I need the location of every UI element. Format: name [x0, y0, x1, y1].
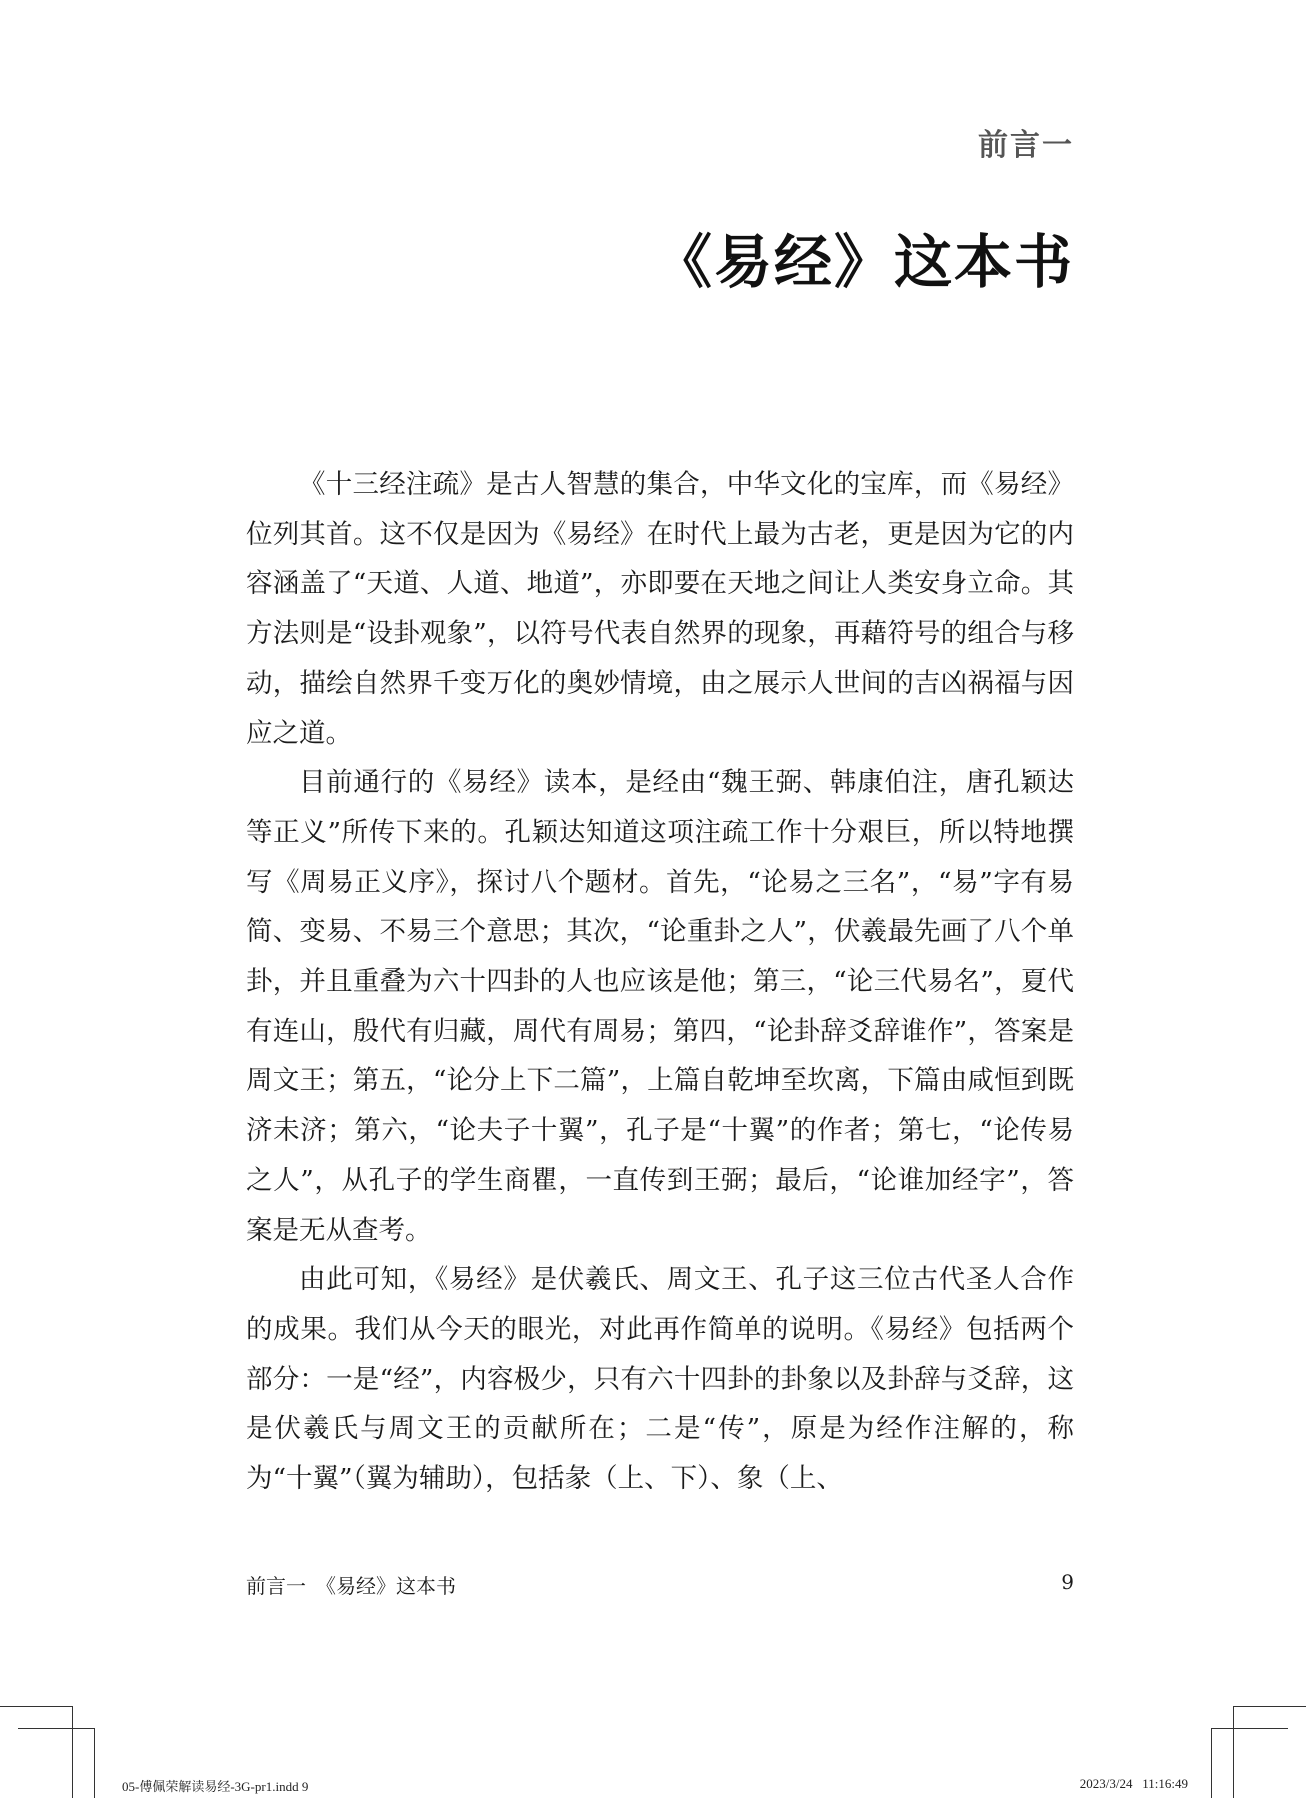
crop-mark-right-horizontal-inner	[1212, 1728, 1288, 1729]
paragraph-3: 由此可知，《易经》是伏羲氏、周文王、孔子这三位古代圣人合作的成果。我们从今天的眼光，对此再作简单的说明。《易经》包括两个部分：一是“经”，内容极少，只有六十四卦的卦象以及卦辞与爻辞，这是伏羲氏与周文王的贡献所在；二是“传”，原是为经作注解的，称为“十翼”（翼为辅助），包括彖（上、下）、象（上、	[246, 1264, 1074, 1495]
chapter-label: 前言一	[978, 128, 1074, 163]
body-text	[246, 460, 1074, 1504]
running-head: 前言一 《易经》这本书	[246, 1574, 456, 1598]
crop-mark-left-horizontal	[0, 1706, 72, 1707]
crop-mark-left-vertical-outer	[72, 1706, 73, 1798]
crop-mark-right-vertical-inner	[1211, 1728, 1212, 1798]
slug-file-info: 05-傅佩荣解读易经-3G-pr1.indd 9	[122, 1779, 309, 1794]
page-number: 9	[1061, 1570, 1074, 1594]
paragraph-1: 《十三经注疏》是古人智慧的集合，中华文化的宝库，而《易经》位列其首。这不仅是因为《易经》在时代上最为古老，更是因为它的内容涵盖了“天道、人道、地道”，亦即要在天地之间让人类安身立命。其方法则是“设卦观象”，以符号代表自然界的现象，再藉符号的组合与移动，描绘自然界千变万化的奥妙情境，由之展示人世间的吉凶祸福与因应之道。	[246, 469, 1074, 749]
crop-mark-left-horizontal-inner	[18, 1728, 94, 1729]
slug-timestamp: 2023/3/24 11:16:49	[1079, 1776, 1188, 1791]
crop-mark-right-vertical-outer	[1233, 1706, 1234, 1798]
paragraph-2: 目前通行的《易经》读本，是经由“魏王弼、韩康伯注，唐孔颖达等正义”所传下来的。孔颖达知道这项注疏工作十分艰巨，所以特地撰写《周易正义序》，探讨八个题材。首先，“论易之三名”，“易”字有易简、变易、不易三个意思；其次，“论重卦之人”，伏羲最先画了八个单卦，并且重叠为六十四卦的人也应该是他；第三，“论三代易名”，夏代有连山，殷代有归藏，周代有周易；第四，“论卦辞爻辞谁作”，答案是周文王；第五，“论分上下二篇”，上篇自乾坤至坎离，下篇由咸恒到既济未济；第六，“论夫子十翼”，孔子是“十翼”的作者；第七，“论传易之人”，从孔子的学生商瞿，一直传到王弼；最后，“论谁加经字”，答案是无从查考。	[246, 767, 1074, 1246]
chapter-title: 《易经》这本书	[653, 228, 1074, 296]
crop-mark-left-vertical-inner	[94, 1728, 95, 1798]
crop-mark-right-horizontal	[1234, 1706, 1306, 1707]
